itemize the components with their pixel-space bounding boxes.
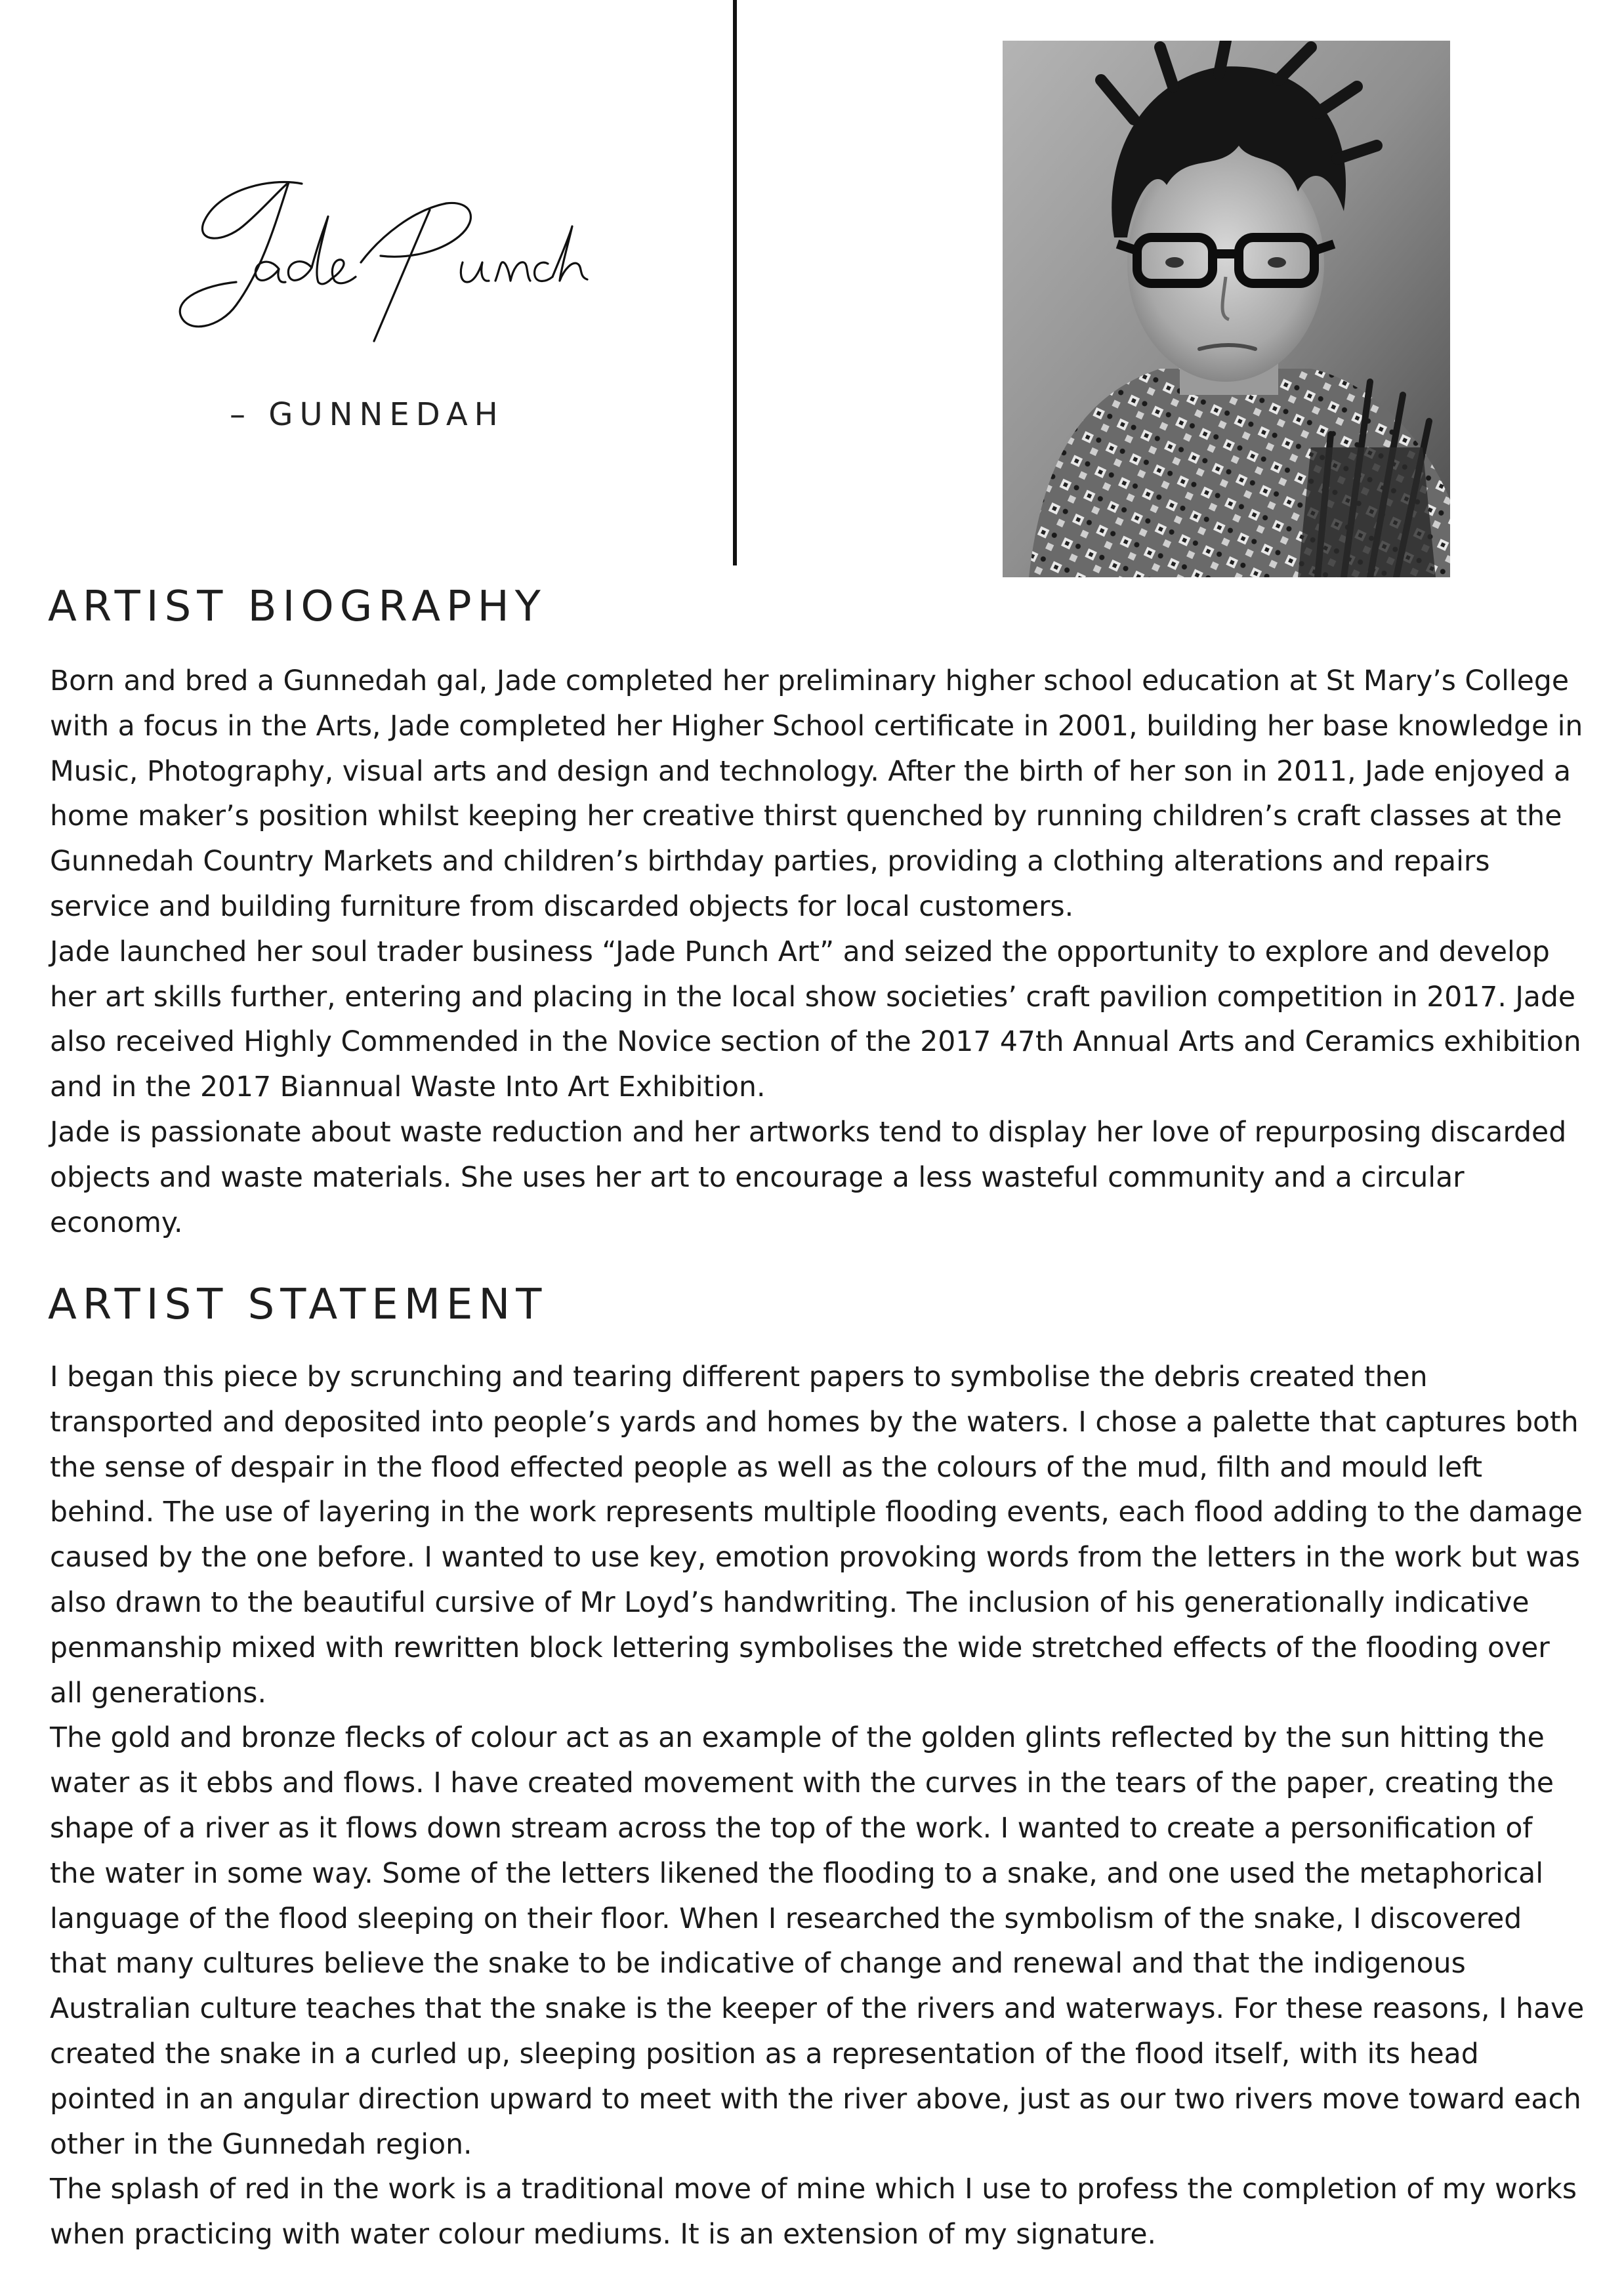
biography-paragraph: Jade launched her soul trader business “Jade Punch Art” and seized the opportunity to explore and develop her art skills further, entering and placing in the local show societies’ craft pavilion competition in 2017. Jade also received Highly Commended in the Novice section of the 2017 47th Annual Arts and Ceramics exhibition and in the 2017 Biannual Waste Into Art Exhibition. — [50, 935, 1581, 1104]
biography-heading: ARTIST BIOGRAPHY — [48, 583, 547, 631]
vertical-divider — [733, 0, 737, 565]
statement-paragraph: The splash of red in the work is a traditional move of mine which I use to profess the completion of my works when practicing with water colour mediums. It is an extension of my signature. — [50, 2173, 1577, 2251]
statement-text — [50, 1355, 1585, 2258]
artist-signature — [164, 164, 597, 354]
statement-heading: ARTIST STATEMENT — [48, 1281, 548, 1329]
biography-text — [50, 659, 1585, 1246]
statement-paragraph: I began this piece by scrunching and tearing different papers to symbolise the debris created then transported and deposited into people’s yards and homes by the waters. I chose a palette that captures both the sense of despair in the flood effected people as well as the colours of the mud, filth and mould left behind. The use of layering in the work represents multiple flooding events, each flood adding to the damage caused by the one before. I wanted to use key, emotion provoking words from the letters in the work but was also drawn to the beautiful cursive of Mr Loyd’s handwriting. The inclusion of his generationally indicative penmanship mixed with rewritten block lettering symbolises the wide stretched effects of the flooding over all generations. — [50, 1361, 1583, 1710]
biography-paragraph: Born and bred a Gunnedah gal, Jade completed her preliminary higher school education at St Mary’s College with a focus in the Arts, Jade completed her Higher School certificate in 2001, building her base knowledge in Music, Photography, visual arts and design and technology. After the birth of her son in 2011, Jade enjoyed a home maker’s position whilst keeping her creative thirst quenched by running children’s craft classes at the Gunnedah Country Markets and children’s birthday parties, providing a clothing alterations and repairs service and building furniture from discarded objects for local customers. — [50, 665, 1583, 923]
biography-paragraph: Jade is passionate about waste reduction and her artworks tend to display her love of repurposing discarded objects and waste materials. She uses her art to encourage a less wasteful community and a circular economy. — [50, 1116, 1567, 1239]
artist-location: – GUNNEDAH — [230, 396, 505, 433]
artist-portrait-photo — [1003, 41, 1450, 577]
statement-paragraph: The gold and bronze flecks of colour act as an example of the golden glints reflected by the sun hitting the water as it ebbs and flows. I have created movement with the curves in the tears of the paper, creating the shape of a river as it flows down stream across the top of the work. I wanted to create a personification of the water in some way. Some of the letters likened the flooding to a snake, and one used the metaphorical language of the flood sleeping on their floor. When I researched the symbolism of the snake, I discovered that many cultures believe the snake to be indicative of change and renewal and that the indigenous Australian culture teaches that the snake is the keeper of the rivers and waterways. For these reasons, I have created the snake in a curled up, sleeping position as a representation of the flood itself, with its head pointed in an angular direction upward to meet with the river above, just as our two rivers move toward each other in the Gunnedah region. — [50, 1722, 1585, 2161]
